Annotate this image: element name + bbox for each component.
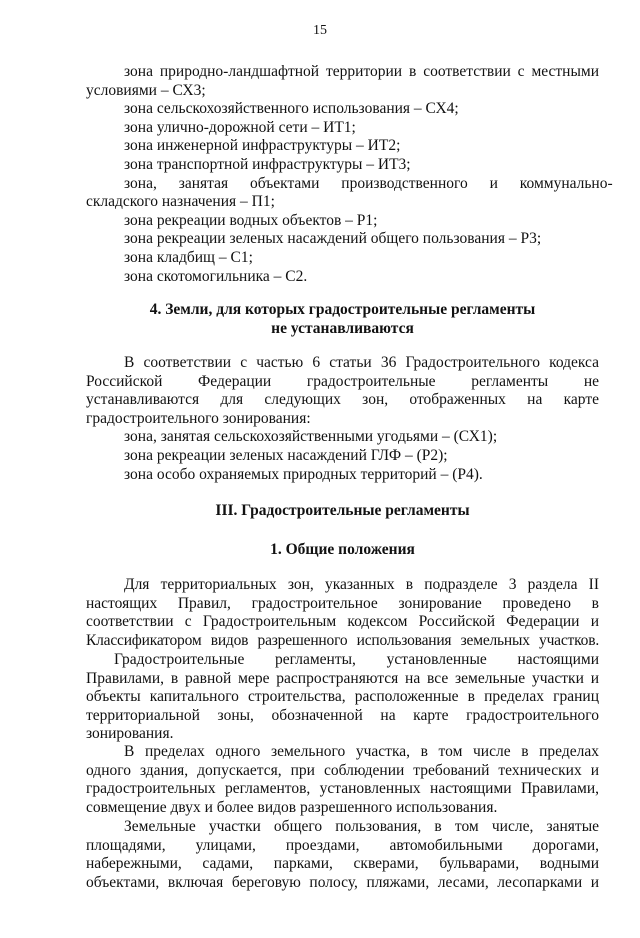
list-item: зона, занятая сельскохозяйственными угодьями – (СХ1);: [124, 428, 498, 446]
paragraph-line: Для территориальных зон, указанных в подразделе 3 раздела II: [124, 576, 599, 593]
section-4-heading-line-2: не устанавливаются: [271, 319, 414, 337]
section-4-paragraph: [86, 354, 599, 484]
list-item: зона скотомогильника – С2.: [124, 267, 308, 285]
list-item: зона сельскохозяйственного использования – СХ4;: [124, 100, 459, 118]
paragraph-4: [86, 818, 599, 892]
paragraph-line: Земельные участки общего пользования, в том числе, занятые: [124, 818, 599, 835]
list-item: зона транспортной инфраструктуры – ИТ3;: [124, 155, 411, 173]
paragraph-line: набережными, садами, парками, скверами, бульварами, водными: [86, 855, 599, 873]
list-item-continuation: условиями – СХ3;: [86, 81, 206, 99]
list-item: зона рекреации зеленых насаждений общего пользования – Р3;: [124, 230, 542, 248]
paragraph-line: В соответствии с частью 6 статьи 36 Градостроительного кодекса: [124, 354, 599, 371]
list-item-continuation: складского назначения – П1;: [86, 193, 275, 211]
paragraph-line: объекты капитального строительства, расположенные в пределах границ: [86, 688, 599, 706]
list-item: зона, занятая объектами производственного и коммунально-: [124, 174, 613, 192]
paragraph-line: В пределах одного земельного участка, в том числе в пределах: [124, 743, 599, 760]
paragraph-line: соответствии с Градостроительным кодексом Российской Федерации и: [86, 613, 599, 631]
list-item: зона кладбищ – С1;: [124, 248, 253, 266]
paragraph-line: Градостроительные регламенты, установленные настоящими: [114, 651, 599, 668]
paragraph-line: Правилами, в равной мере распространяются на все земельные участки и: [86, 669, 599, 687]
paragraph-line: площадями, улицами, проездами, автомобильными дорогами,: [86, 836, 599, 854]
paragraph-line: настоящих Правил, градостроительное зонирование проведено в: [86, 594, 599, 612]
page-number: 15: [313, 23, 327, 38]
paragraph-line: Российской Федерации градостроительные регламенты не: [86, 372, 599, 390]
paragraph-line: зонирования.: [86, 725, 174, 743]
list-item: зона рекреации водных объектов – Р1;: [124, 211, 378, 229]
list-item: зона природно-ландшафтной территории в соответствии с местными: [124, 63, 599, 80]
paragraph-line: устанавливаются для следующих зон, отображенных на карте: [86, 391, 599, 409]
paragraph-1: [86, 576, 599, 650]
list-item: зона рекреации зеленых насаждений ГЛФ – (Р2);: [124, 446, 448, 464]
paragraph-3: [86, 743, 599, 817]
paragraph-2: [86, 651, 599, 744]
section-4-heading: [86, 301, 599, 338]
list-item: зона инженерной инфраструктуры – ИТ2;: [124, 137, 401, 155]
paragraph-line: градостроительных регламентов, установленных настоящими Правилами,: [86, 780, 599, 798]
paragraph-line: территориальной зоны, обозначенной на карте градостроительного: [86, 706, 599, 724]
paragraph-line: градостроительного зонирования:: [86, 409, 311, 427]
paragraph-line: объектами, включая береговую полосу, пляжами, лесами, лесопарками и: [86, 873, 599, 891]
zones-list: [86, 63, 613, 286]
section-iii-heading: III. Градостроительные регламенты: [215, 502, 470, 519]
list-item: зона особо охраняемых природных территорий – (Р4).: [124, 465, 483, 483]
paragraph-line: одного здания, допускается, при соблюдении требований технических и: [86, 761, 599, 779]
section-4-heading-line-1: 4. Земли, для которых градостроительные регламенты: [149, 301, 536, 318]
subsection-1-heading: 1. Общие положения: [270, 541, 415, 558]
list-item: зона улично-дорожной сети – ИТ1;: [124, 118, 356, 136]
paragraph-line: совмещение двух и более видов разрешенного использования.: [86, 798, 498, 816]
paragraph-line: Классификатором видов разрешенного использования земельных участков.: [86, 631, 599, 649]
